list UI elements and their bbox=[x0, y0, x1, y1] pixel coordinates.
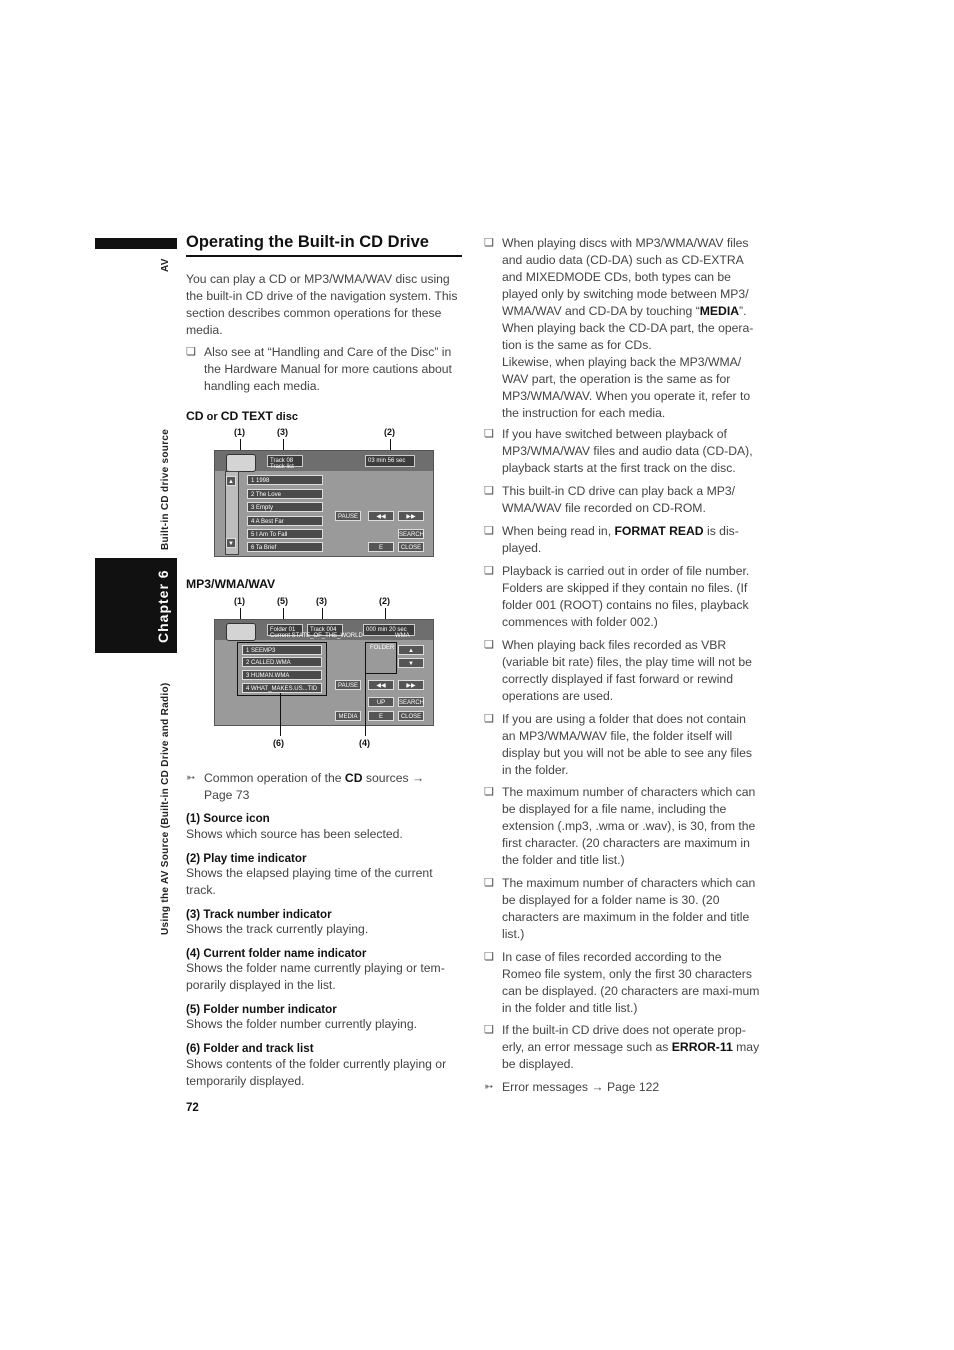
note-folder-name-length bbox=[484, 875, 760, 943]
scroll-down-icon[interactable]: ▼ bbox=[226, 538, 236, 548]
def-term: (3) Track number indicator bbox=[186, 908, 332, 921]
track-list-title: Track list bbox=[270, 464, 294, 470]
track-list-item[interactable]: 6 Ta Brief bbox=[247, 542, 323, 552]
media-button[interactable]: MEDIA bbox=[335, 711, 361, 721]
note-file-name-length bbox=[484, 784, 760, 869]
track-list-item[interactable]: 1 1998 bbox=[247, 475, 323, 485]
previous-track-button[interactable]: ◀◀ bbox=[368, 511, 394, 521]
track-list-item[interactable]: 2 CALLED.WMA bbox=[242, 657, 322, 667]
scroll-up-icon[interactable]: ▲ bbox=[226, 476, 236, 486]
pause-button[interactable]: PAUSE bbox=[335, 511, 361, 521]
page-title: Operating the Built-in CD Drive bbox=[186, 233, 462, 257]
folder-number-indicator: Folder 01 bbox=[267, 624, 303, 636]
note-cdrom bbox=[484, 483, 760, 517]
ref-text: Common operation of the bbox=[204, 771, 345, 785]
av-label: AV bbox=[160, 258, 171, 272]
see-also-note bbox=[186, 344, 462, 395]
def-term: (6) Folder and track list bbox=[186, 1042, 314, 1055]
note-text: When playing discs with MP3/WMA/WAV files and audio data (CD-DA) such as CD-EXTRA and MIXEDMODE CDs, both types can be played only by switching mode between MP3/ WMA/WAV and CD-DA by touching “ bbox=[502, 236, 749, 318]
def-term: (1) Source icon bbox=[186, 812, 270, 825]
previous-track-button[interactable]: ◀◀ bbox=[368, 680, 394, 690]
error-messages-ref bbox=[484, 1079, 760, 1096]
play-time-indicator: 000 min 20 sec bbox=[363, 624, 415, 636]
cd-heading-disc: disc bbox=[272, 411, 298, 423]
callout-3: (3) bbox=[277, 427, 288, 437]
note-text: ”. When playing back the CD-DA part, the opera-tion is the same as for CDs. bbox=[502, 304, 754, 352]
next-track-button[interactable]: ▶▶ bbox=[398, 680, 424, 690]
checkbox-bullet-icon: ❏ bbox=[484, 565, 494, 577]
equalizer-button[interactable]: E bbox=[368, 711, 394, 721]
note-text: Likewise, when playing back the MP3/WMA/ WAV part, the operation is the same as for MP3/WMA/WAV. When you operate it, refer to the instruction for each media. bbox=[502, 355, 751, 420]
note-romeo bbox=[484, 949, 760, 1017]
track-list-item[interactable]: 4 A Best Far bbox=[247, 516, 323, 526]
format-read-key: FORMAT READ bbox=[614, 524, 704, 538]
note-text: If you are using a folder that does not contain an MP3/WMA/WAV file, the folder itself will display but you will not be able to see any files in the folder. bbox=[502, 712, 752, 777]
arrow-reference-icon: ➳ bbox=[484, 1081, 494, 1093]
checkbox-bullet-icon: ❏ bbox=[484, 951, 494, 963]
note-text: is dis-played. bbox=[502, 524, 739, 555]
folder-up-arrow-button[interactable]: ▲ bbox=[398, 645, 424, 655]
cd-screen bbox=[214, 450, 434, 557]
file-format-label: WMA bbox=[395, 633, 410, 639]
callout-4: (4) bbox=[359, 738, 370, 748]
track-list-item[interactable]: 1 SEEMP3 bbox=[242, 645, 322, 655]
note-text: If the built-in CD drive does not operate prop-erly, an error message such as bbox=[502, 1023, 746, 1054]
page-number: 72 bbox=[186, 1102, 199, 1114]
def-term: (5) Folder number indicator bbox=[186, 1003, 337, 1016]
search-button[interactable]: SEARCH bbox=[398, 529, 424, 539]
def-desc: Shows the track currently playing. bbox=[186, 922, 369, 936]
def-desc: Shows the folder name currently playing or tem-porarily displayed in the list. bbox=[186, 961, 445, 992]
track-list-item[interactable]: 3 HUMAN.WMA bbox=[242, 670, 322, 680]
next-track-button[interactable]: ▶▶ bbox=[398, 511, 424, 521]
note-text: The maximum number of characters which can be displayed for a file name, including the extension (.mp3, .wma or .wav), is 30, from the first character. (20 characters are maximum in the folder and title list.) bbox=[502, 785, 756, 867]
note-vbr bbox=[484, 637, 760, 705]
folder-down-arrow-button[interactable]: ▼ bbox=[398, 658, 424, 668]
callout-1: (1) bbox=[234, 596, 245, 606]
cd-heading-cdtext: CD TEXT bbox=[220, 409, 273, 423]
note-text: If you have switched between playback of MP3/WMA/WAV files and audio data (CD-DA), playback starts at the first track on the disc. bbox=[502, 427, 753, 475]
chapter-label: Chapter 6 bbox=[155, 569, 171, 643]
note-text: Playback is carried out in order of file number. Folders are skipped if they contain no files. (If folder 001 (ROOT) contains no files, playback commences with folder 002.) bbox=[502, 564, 750, 629]
cd-heading-or: or bbox=[203, 411, 221, 423]
equalizer-button[interactable]: E bbox=[368, 542, 394, 552]
folder-label: FOLDER bbox=[370, 645, 395, 651]
section-label: Built-in CD drive source bbox=[160, 428, 171, 550]
ref-cd: CD bbox=[344, 771, 363, 785]
def-desc: Shows contents of the folder currently playing or temporarily displayed. bbox=[186, 1057, 447, 1088]
note-empty-folder bbox=[484, 711, 760, 779]
note-text: may be displayed. bbox=[502, 1040, 760, 1071]
list-scrollbar[interactable] bbox=[225, 471, 239, 555]
pause-button[interactable]: PAUSE bbox=[335, 680, 361, 690]
track-number-indicator: Track 004 bbox=[307, 624, 343, 636]
checkbox-bullet-icon: ❏ bbox=[186, 346, 196, 358]
callout-5: (5) bbox=[277, 596, 288, 606]
checkbox-bullet-icon: ❏ bbox=[484, 485, 494, 497]
media-key: MEDIA bbox=[699, 304, 740, 318]
ref-text-post: sources → bbox=[362, 771, 425, 785]
track-list-item[interactable]: 2 The Love bbox=[247, 489, 323, 499]
see-also-text: Also see at “Handling and Care of the Disc” in the Hardware Manual for more cautions about handling each media. bbox=[204, 345, 452, 393]
note-text: When being read in, bbox=[502, 524, 615, 538]
mp3-screen bbox=[214, 619, 434, 726]
note-text: The maximum number of characters which can be displayed for a folder name is 30. (20 characters are maximum in the folder and title list.) bbox=[502, 876, 756, 941]
source-disc-icon[interactable] bbox=[226, 454, 256, 472]
note-format-read bbox=[484, 523, 760, 557]
page-reference-link[interactable]: Page 73 bbox=[204, 788, 250, 802]
callout-6: (6) bbox=[273, 738, 284, 748]
note-text: In case of files recorded according to the Romeo file system, only the first 30 characters can be displayed. (20 characters are maxi-mum in the folder and title list.) bbox=[502, 950, 760, 1015]
error-key: ERROR-11 bbox=[671, 1040, 733, 1054]
callout-2: (2) bbox=[384, 427, 395, 437]
track-list-item[interactable]: 4 WHAT_MAKES.US...TID bbox=[242, 683, 322, 693]
up-button[interactable]: UP bbox=[368, 697, 394, 707]
arrow-reference-icon: ➳ bbox=[186, 772, 196, 784]
checkbox-bullet-icon: ❏ bbox=[484, 713, 494, 725]
page-reference-link[interactable]: Error messages → Page 122 bbox=[502, 1080, 660, 1094]
cd-heading bbox=[186, 409, 298, 423]
callout-line bbox=[280, 693, 281, 736]
search-button[interactable]: SEARCH bbox=[398, 697, 424, 707]
checkbox-bullet-icon: ❏ bbox=[484, 639, 494, 651]
checkbox-bullet-icon: ❏ bbox=[484, 525, 494, 537]
cd-heading-cd: CD bbox=[186, 409, 204, 423]
close-button[interactable]: CLOSE bbox=[398, 542, 424, 552]
def-desc: Shows which source has been selected. bbox=[186, 827, 403, 841]
note-switch-playback bbox=[484, 426, 760, 477]
note-playback-order bbox=[484, 563, 760, 631]
def-term: (2) Play time indicator bbox=[186, 852, 307, 865]
checkbox-bullet-icon: ❏ bbox=[484, 786, 494, 798]
close-button[interactable]: CLOSE bbox=[398, 711, 424, 721]
track-number-indicator: Track 08 bbox=[267, 455, 303, 467]
note-text: This built-in CD drive can play back a MP3/ WMA/WAV file recorded on CD-ROM. bbox=[502, 484, 736, 515]
callout-2: (2) bbox=[379, 596, 390, 606]
mp3-heading: MP3/WMA/WAV bbox=[186, 577, 276, 591]
def-desc: Shows the elapsed playing time of the current track. bbox=[186, 866, 433, 897]
def-term: (4) Current folder name indicator bbox=[186, 947, 367, 960]
note-media-switch bbox=[484, 235, 760, 422]
checkbox-bullet-icon: ❏ bbox=[484, 1024, 494, 1036]
track-list-item[interactable]: 3 Empty bbox=[247, 502, 323, 512]
common-operation-ref bbox=[186, 770, 462, 804]
note-error bbox=[484, 1022, 760, 1073]
callout-1: (1) bbox=[234, 427, 245, 437]
callout-line bbox=[365, 671, 366, 736]
callout-3: (3) bbox=[316, 596, 327, 606]
current-folder-name: Current STATE_OF_THE_WORLD bbox=[270, 633, 363, 639]
checkbox-bullet-icon: ❏ bbox=[484, 428, 494, 440]
header-bar bbox=[95, 238, 177, 249]
track-list-item[interactable]: 5 I Am To Fall bbox=[247, 529, 323, 539]
footer-label: Using the AV Source (Built-in CD Drive and Radio) bbox=[160, 682, 171, 935]
play-time-indicator: 03 min 56 sec bbox=[365, 455, 415, 467]
checkbox-bullet-icon: ❏ bbox=[484, 237, 494, 249]
checkbox-bullet-icon: ❏ bbox=[484, 877, 494, 889]
intro-paragraph: You can play a CD or MP3/WMA/WAV disc using the built-in CD drive of the navigation system. This section describes common operations for these media. bbox=[186, 272, 458, 337]
note-text: When playing back files recorded as VBR (variable bit rate) files, the play time will not be correctly displayed if fast forward or rewind operations are used. bbox=[502, 638, 752, 703]
source-disc-icon[interactable] bbox=[226, 623, 256, 641]
def-desc: Shows the folder number currently playing. bbox=[186, 1017, 418, 1031]
